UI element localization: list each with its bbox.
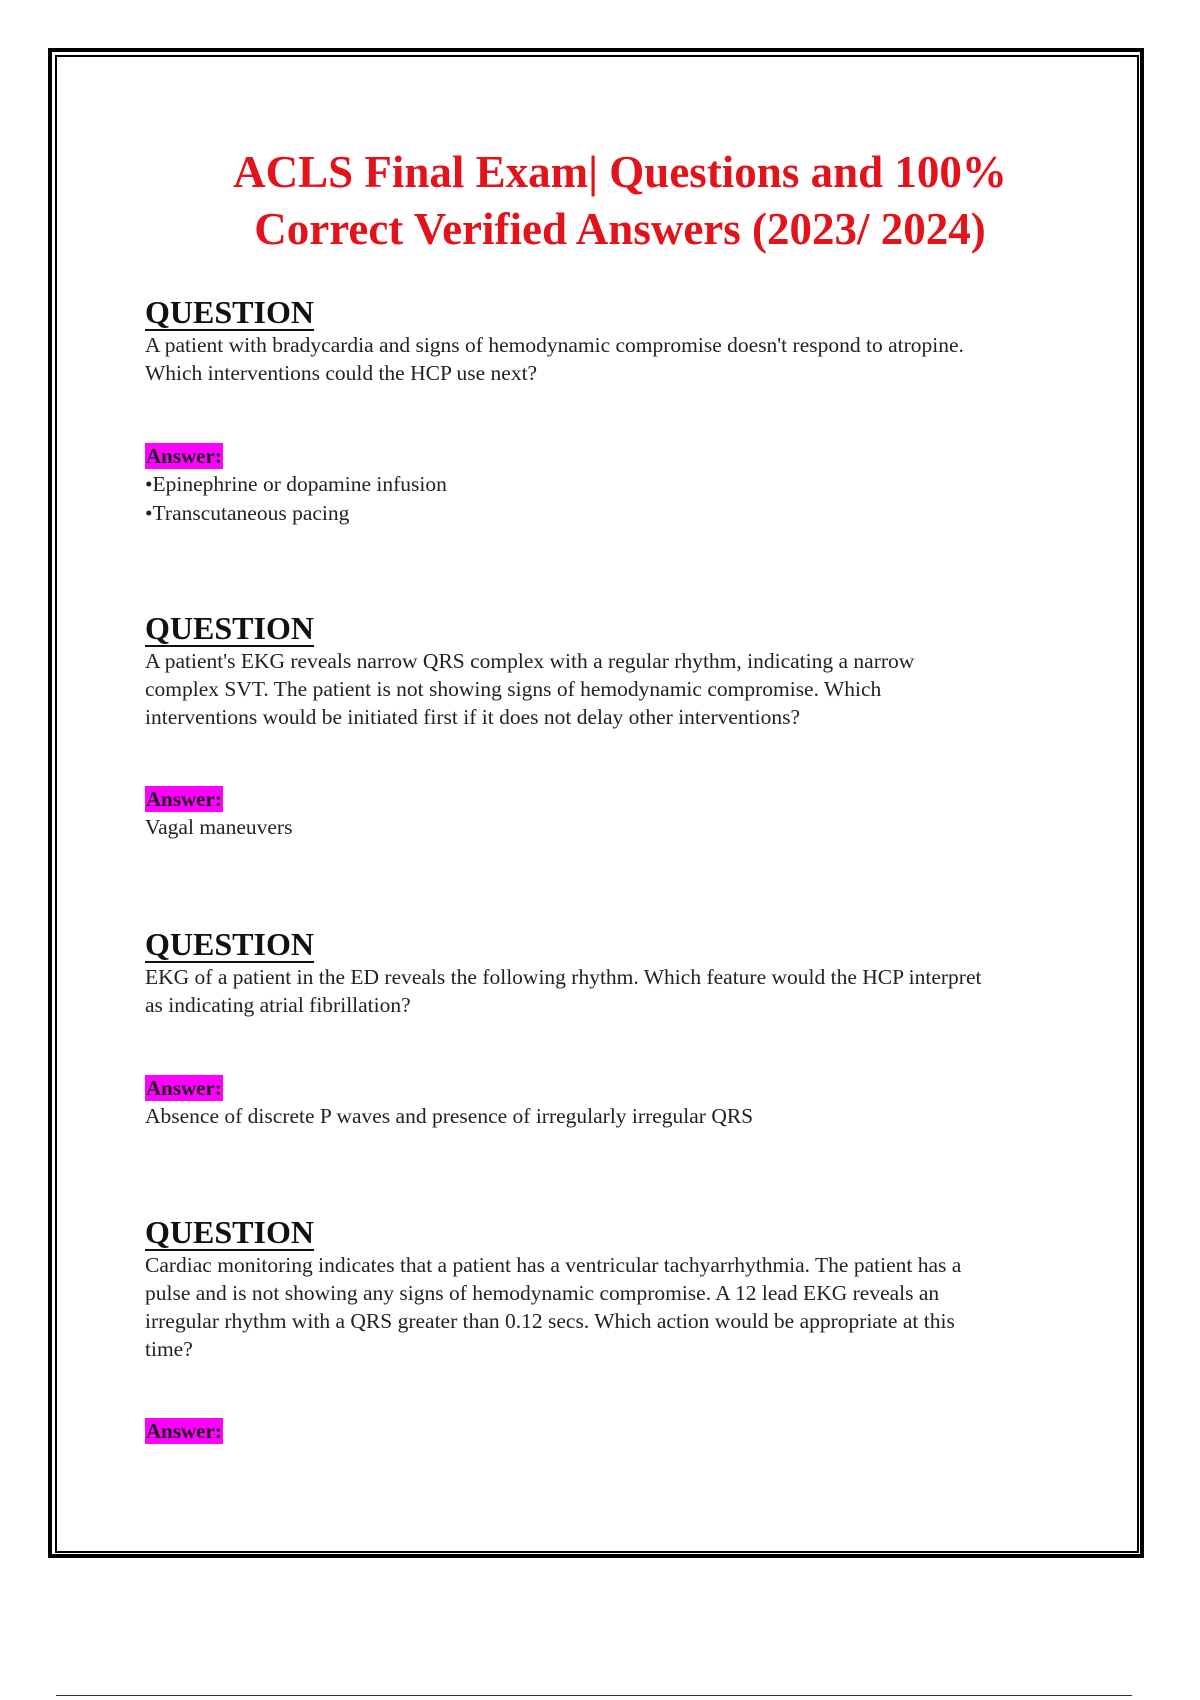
question-block-2 [145, 611, 1105, 731]
question-text [145, 647, 1105, 731]
question-text-line: Which interventions could the HCP use next? [145, 361, 538, 385]
answer-label: Answer: [146, 1419, 222, 1443]
question-heading: QUESTION [145, 1214, 314, 1250]
answer-text [145, 1102, 1105, 1131]
question-text-line: irregular rhythm with a QRS greater than 0.12 secs. Which action would be appropriate at this [145, 1309, 955, 1333]
answer-text [145, 813, 1105, 842]
answer-label: Answer: [146, 787, 222, 811]
answer-label: Answer: [146, 444, 222, 468]
question-text-line: A patient's EKG reveals narrow QRS complex with a regular rhythm, indicating a narrow [145, 649, 915, 673]
footer-divider [56, 1695, 1132, 1696]
question-text [145, 331, 1105, 387]
answer-line: Absence of discrete P waves and presence of irregularly irregular QRS [145, 1104, 754, 1128]
question-heading: QUESTION [145, 926, 314, 962]
question-block-4 [145, 1215, 1105, 1363]
question-text [145, 963, 1105, 1019]
question-text-line: complex SVT. The patient is not showing signs of hemodynamic compromise. Which [145, 677, 882, 701]
answer-text [145, 470, 1105, 528]
question-text-line: interventions would be initiated first if it does not delay other interventions? [145, 705, 801, 729]
question-text-line: A patient with bradycardia and signs of hemodynamic compromise doesn't respond to atropine. [145, 333, 964, 357]
document-title [120, 144, 1120, 258]
question-heading: QUESTION [145, 294, 314, 330]
question-block-1 [145, 295, 1105, 387]
answer-line: •Transcutaneous pacing [145, 501, 350, 525]
question-text [145, 1251, 1105, 1363]
question-text-line: Cardiac monitoring indicates that a patient has a ventricular tachyarrhythmia. The patient has a [145, 1253, 962, 1277]
answer-label: Answer: [146, 1076, 222, 1100]
answer-line: Vagal maneuvers [145, 815, 293, 839]
question-text-line: as indicating atrial fibrillation? [145, 993, 411, 1017]
question-text-line: EKG of a patient in the ED reveals the following rhythm. Which feature would the HCP interpret [145, 965, 982, 989]
question-block-3 [145, 927, 1105, 1019]
question-heading: QUESTION [145, 610, 314, 646]
question-text-line: pulse and is not showing any signs of hemodynamic compromise. A 12 lead EKG reveals an [145, 1281, 940, 1305]
document-title-line-1: ACLS Final Exam| Questions and 100% [233, 147, 1007, 197]
document-title-line-2: Correct Verified Answers (2023/ 2024) [254, 204, 986, 254]
answer-line: •Epinephrine or dopamine infusion [145, 472, 447, 496]
question-text-line: time? [145, 1337, 193, 1361]
